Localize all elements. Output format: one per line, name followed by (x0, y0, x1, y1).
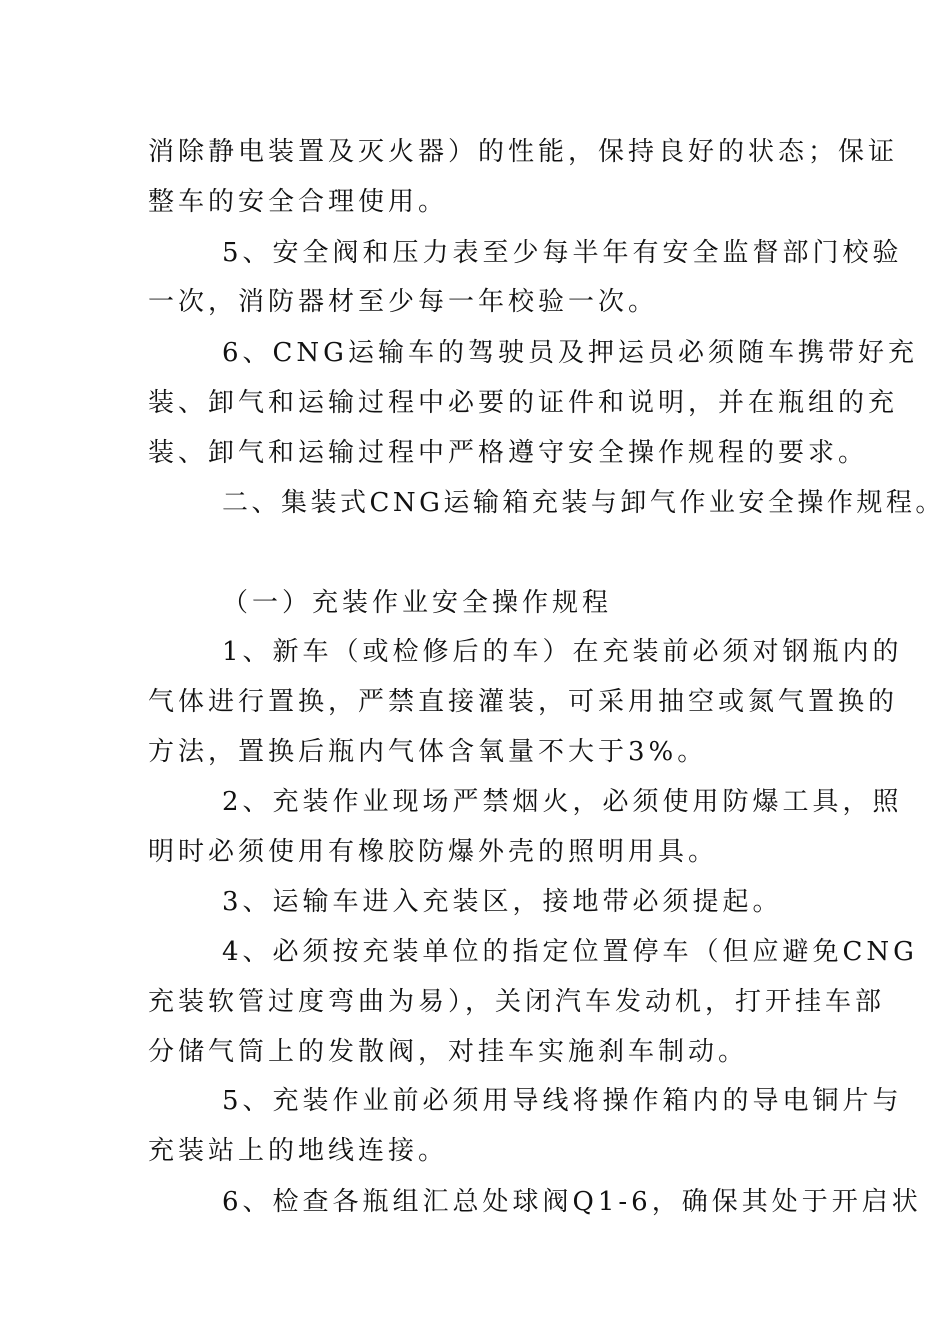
text-line: 2、充装作业现场严禁烟火，必须使用防爆工具，照 (222, 787, 903, 817)
text-line: 1、新车（或检修后的车）在充装前必须对钢瓶内的 (222, 637, 903, 667)
text-line: 5、充装作业前必须用导线将操作箱内的导电铜片与 (222, 1086, 903, 1116)
text-line: 装、卸气和运输过程中严格遵守安全操作规程的要求。 (148, 438, 869, 468)
text-line: 消除静电装置及灭火器）的性能，保持良好的状态；保证 (148, 137, 899, 167)
text-line: 分储气筒上的发散阀，对挂车实施刹车制动。 (148, 1037, 749, 1067)
text-line: 3、运输车进入充装区，接地带必须提起。 (222, 887, 783, 917)
subsection-heading: （一）充装作业安全操作规程 (222, 588, 613, 618)
text-line: 5、安全阀和压力表至少每半年有安全监督部门校验 (222, 238, 903, 268)
section-heading: 二、集装式CNG运输箱充装与卸气作业安全操作规程。 (222, 488, 945, 518)
text-line: 一次，消防器材至少每一年校验一次。 (148, 287, 659, 317)
text-line: 气体进行置换，严禁直接灌装，可采用抽空或氮气置换的 (148, 687, 899, 717)
text-line: 充装软管过度弯曲为易），关闭汽车发动机，打开挂车部 (148, 987, 886, 1017)
text-line: 6、检查各瓶组汇总处球阀Q1-6，确保其处于开启状 (222, 1187, 922, 1217)
text-line: 方法，置换后瓶内气体含氧量不大于3%。 (148, 737, 708, 767)
text-line: 4、必须按充装单位的指定位置停车（但应避免CNG (222, 937, 918, 967)
text-line: 明时必须使用有橡胶防爆外壳的照明用具。 (148, 837, 719, 867)
text-line: 6、CNG运输车的驾驶员及押运员必须随车携带好充 (222, 338, 918, 368)
text-line: 装、卸气和运输过程中必要的证件和说明，并在瓶组的充 (148, 388, 899, 418)
text-line: 整车的安全合理使用。 (148, 187, 449, 217)
text-line: 充装站上的地线连接。 (148, 1136, 449, 1166)
